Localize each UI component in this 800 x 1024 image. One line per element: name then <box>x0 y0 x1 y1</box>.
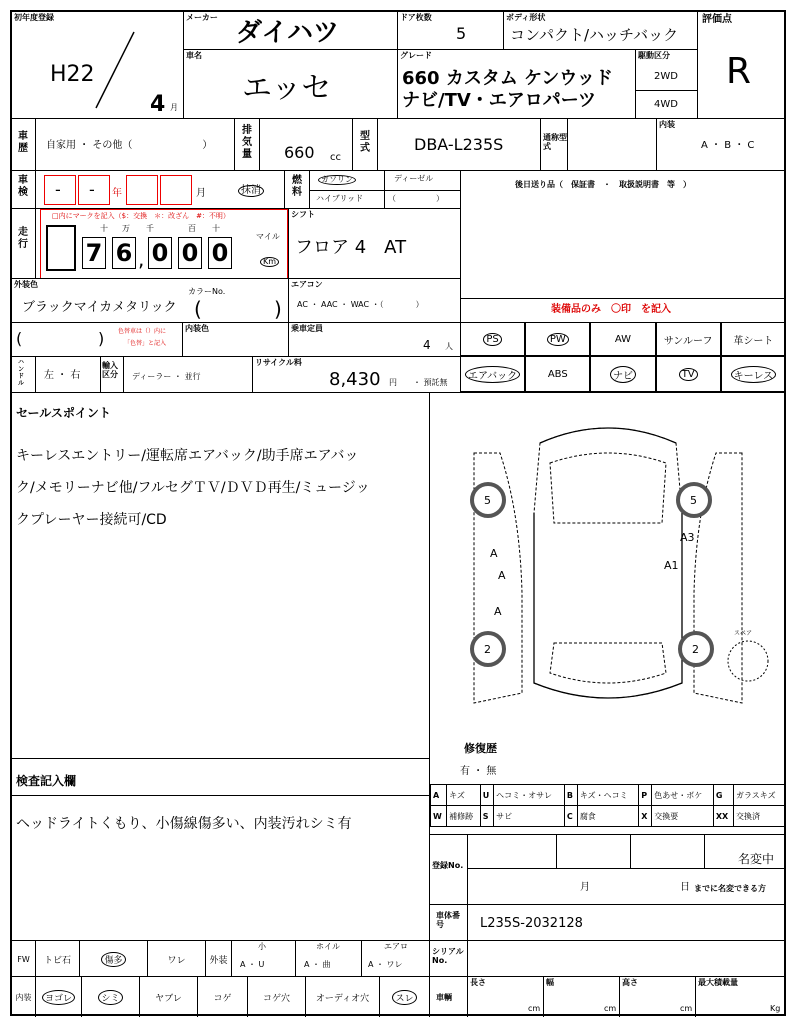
auction-sheet <box>10 10 786 1016</box>
diagram-mark-1: 5 <box>484 494 491 507</box>
mileage-digit-100k[interactable] <box>46 225 76 271</box>
doors-label: ドア枚数 <box>400 13 432 22</box>
mileage-row <box>12 208 460 278</box>
first-registration-label: 初年度登録 <box>14 13 54 22</box>
fw-crack: ワレ <box>148 941 206 977</box>
rating-label: 評価点 <box>702 14 732 25</box>
dimensions-section <box>430 976 786 1016</box>
repair-history-value: 有 ・ 無 <box>460 766 497 777</box>
color-change-note-2: 「色替」と記入 <box>124 340 167 347</box>
legend-cell: XX <box>713 806 733 827</box>
car-name-label: 車名 <box>186 51 202 60</box>
aero-value: A ・ ワレ <box>368 960 403 969</box>
fuel-diesel: ディーゼル <box>394 174 434 183</box>
inspector-label: 検査記入欄 <box>16 774 77 788</box>
handle-value: 左 ・ 右 <box>44 370 81 381</box>
drive-4wd: 4WD <box>654 99 678 110</box>
recycle-unit: 円 <box>389 378 397 387</box>
rating-cell <box>698 12 786 118</box>
inspection-year-unit: 年 <box>112 188 122 199</box>
mileage-digit[interactable]: 0 <box>178 237 202 269</box>
mileage-note: □内にマークを記入（$：交換 ＊：改ざん #：不明） <box>52 212 230 220</box>
grade-label: グレード <box>400 51 432 60</box>
recycle-label: リサイクル料 <box>255 358 302 367</box>
diagram-mark-2: 5 <box>690 494 697 507</box>
interior-item: ヨゴレ <box>36 977 82 1017</box>
fw-label: FW <box>12 941 36 977</box>
diagram-mark-3: A <box>490 547 498 560</box>
diagram-mark-4: A <box>498 569 506 582</box>
mileage-unit-label: 千 <box>146 224 154 233</box>
color-code-label: カラーNo. <box>188 287 226 296</box>
registration-day-unit: 日 <box>680 882 690 893</box>
shift-value: フロア 4 AT <box>295 237 407 258</box>
inspection-month-box-1[interactable] <box>126 175 158 205</box>
mileage-unit-label: 万 <box>122 224 130 233</box>
registration-year: H22 <box>50 62 95 87</box>
grade-line-2: ナビ/TV・エアロパーツ <box>402 90 597 111</box>
fuel-hybrid: ハイブリッド <box>316 194 364 203</box>
maker-value: ダイハツ <box>236 18 339 48</box>
damage-legend <box>430 784 786 827</box>
year-slash-line <box>92 30 138 110</box>
equipment-1-4: 革シート <box>721 322 786 356</box>
equipment-1-1: PW <box>525 322 590 356</box>
interior-color-label: 内装色 <box>185 324 209 333</box>
mileage-digit[interactable]: 6 <box>112 237 136 269</box>
drive-cell <box>636 50 698 118</box>
drive-label: 駆動区分 <box>638 51 670 60</box>
recycle-value: 8,430 <box>329 369 381 390</box>
mileage-digit[interactable]: 0 <box>208 237 232 269</box>
inspection-year-box-2[interactable]: - <box>78 175 110 205</box>
legend-cell: P <box>639 785 652 806</box>
repair-history-label: 修復歴 <box>464 742 497 755</box>
legend-cell: キズ <box>447 785 481 806</box>
sales-point-line-3: クプレーヤー接続可/CD <box>16 512 167 528</box>
car-name-value: エッセ <box>242 71 332 106</box>
inspection-label: 車検 <box>18 175 28 198</box>
mileage-digit[interactable]: 0 <box>148 237 172 269</box>
diagram-mark-8: 2 <box>484 643 491 656</box>
inspection-none: 抹消 <box>238 185 264 197</box>
inspection-year-box-1[interactable]: - <box>44 175 76 205</box>
equipment-2-3: TV <box>656 356 721 392</box>
inspection-month-box-2[interactable] <box>160 175 192 205</box>
grade-line-1: 660 カスタム ケンウッド <box>402 68 613 89</box>
car-name-cell <box>184 50 398 118</box>
interior-color-row: ( ) 色替車は（）内に 「色替」と記入 内装色 乗車定員 4 人 <box>12 322 460 356</box>
serial-section <box>430 940 786 976</box>
car-diagram-section <box>430 392 786 784</box>
wheel-label: ホイル <box>316 942 340 951</box>
first-registration-cell <box>12 12 184 118</box>
diagram-mark-9: 2 <box>692 643 699 656</box>
drive-2wd: 2WD <box>654 71 678 82</box>
wheel-value: A ・ 曲 <box>304 960 331 969</box>
sales-point-line-1: キーレスエントリー/運転席エアバック/助手席エアバッ <box>16 448 359 464</box>
history-value: 自家用 ・ その他（ ） <box>46 140 213 151</box>
mileage-separator: , <box>138 247 145 271</box>
legend-cell: 腐食 <box>577 806 638 827</box>
weight-label: 最大積載量 <box>698 978 738 987</box>
windshield-row <box>12 940 430 976</box>
diagram-mark-7: A <box>494 605 502 618</box>
equipment-label: 装備品のみ 〇印 を記入 <box>551 304 671 315</box>
sales-point-section <box>12 392 430 758</box>
vin-label: 車体番号 <box>436 911 460 929</box>
import-value: ディーラー ・ 並行 <box>132 372 201 381</box>
maker-label: メーカー <box>186 13 218 22</box>
small-value: A ・ U <box>240 960 265 969</box>
registration-section <box>430 834 786 904</box>
shift-label: シフト <box>291 210 315 219</box>
handle-row <box>12 356 460 392</box>
small-label: 小 <box>258 942 266 951</box>
name-change-label: 名変中 <box>738 852 775 866</box>
model-value: DBA-L235S <box>414 135 504 154</box>
legend-cell: W <box>431 806 447 827</box>
sales-point-line-2: ク/メモリーナビ他/フルセグＴＶ/ＤＶＤ再生/ミュージッ <box>16 480 370 496</box>
doors-value: 5 <box>456 24 467 43</box>
spare-label: スペア <box>734 630 753 637</box>
mileage-unit-label: 十 <box>100 224 108 233</box>
displacement-value: 660 <box>284 143 315 162</box>
history-label: 車歴 <box>18 131 28 154</box>
equipment-1-2: AW <box>590 322 655 356</box>
rating-value: R <box>726 51 752 92</box>
width-label: 幅 <box>546 978 554 987</box>
legend-cell: S <box>480 806 493 827</box>
length-label: 長さ <box>470 978 486 987</box>
legend-cell: サビ <box>494 806 565 827</box>
recycle-note: ・ 預託無 <box>413 378 448 387</box>
inspector-text: ヘッドライトくもり、小傷線傷多い、内装汚れシミ有 <box>16 816 352 832</box>
doors-cell <box>398 12 504 50</box>
fuel-options <box>310 171 460 209</box>
equipment-1-3: サンルーフ <box>656 322 721 356</box>
aircon-value: AC ・ AAC ・ WAC ・（ ） <box>297 300 424 309</box>
fw-chip: トビ石 <box>36 941 80 977</box>
equipment-header <box>460 298 786 322</box>
handle-label: ハンドル <box>18 359 25 387</box>
color-value: ブラックマイカメタリック <box>22 300 177 315</box>
legend-cell: 交換要 <box>652 806 714 827</box>
mile-label: マイル <box>256 232 280 241</box>
legend-cell: A <box>431 785 447 806</box>
equipment-row-1 <box>460 322 786 356</box>
fuel-other: （ ） <box>388 194 444 203</box>
fuel-gasoline: ガソリン <box>318 175 356 185</box>
spare-tire <box>728 641 768 681</box>
capacity-label: 乗車定員 <box>291 324 323 333</box>
mileage-unit-label: 十 <box>212 224 220 233</box>
equipment-2-4: キーレス <box>721 356 786 392</box>
displacement-unit: cc <box>330 152 341 163</box>
interior-item: シミ <box>82 977 140 1017</box>
serial-label: シリアルNo. <box>432 947 464 965</box>
displacement-label: 排気量 <box>242 125 252 160</box>
color-row: 外装色 ブラックマイカメタリック カラーNo. ( ) エアコン AC ・ AAC ・ WAC ・（ ） <box>12 278 460 322</box>
model-label: 型式 <box>360 131 370 154</box>
body-type-cell <box>504 12 698 50</box>
mileage-label: 走行 <box>18 227 28 250</box>
exterior-label: 外装 <box>206 941 232 977</box>
equipment-2-2: ナビ <box>590 356 655 392</box>
width-unit: cm <box>604 1004 617 1013</box>
equipment-1-0: PS <box>460 322 525 356</box>
body-type-value: コンパクト/ハッチバック <box>510 26 679 44</box>
legend-cell: ヘコミ・オサレ <box>494 785 565 806</box>
equipment-2-1: ABS <box>525 356 590 392</box>
legend-cell: U <box>480 785 493 806</box>
equipment-2-0: エアバック <box>460 356 525 392</box>
common-model-label: 通称型式 <box>543 133 567 151</box>
diagram-mark-6: A1 <box>664 559 679 572</box>
car-diagram <box>430 393 786 785</box>
legend-cell: キズ・ヘコミ <box>577 785 638 806</box>
legend-cell: X <box>639 806 652 827</box>
import-label: 輸入区分 <box>102 361 118 379</box>
inspection-row <box>12 170 786 208</box>
body-type-label: ボディ形状 <box>506 13 546 22</box>
legend-cell: 補修跡 <box>447 806 481 827</box>
legend-cell: B <box>564 785 577 806</box>
legend-cell: C <box>564 806 577 827</box>
documents-label: 後日送り品（ 保証書 ・ 取扱説明書 等 ） <box>515 180 691 189</box>
dimensions-label: 車輌 <box>436 993 452 1002</box>
interior-item: コゲ穴 <box>248 977 306 1017</box>
interior-value: A ・ B ・ C <box>701 140 755 151</box>
legend-cell: ガラスキズ <box>734 785 786 806</box>
legend-cell: G <box>713 785 733 806</box>
registration-month: 4 <box>150 92 166 117</box>
documents-area <box>460 208 786 298</box>
registration-month-unit: 月 <box>580 882 590 893</box>
aero-label: エアロ <box>384 942 408 951</box>
interior-label: 内装 <box>12 977 36 1017</box>
vin-value: L235S-2032128 <box>480 916 583 931</box>
maker-cell <box>184 12 398 50</box>
legend-cell: 交換済 <box>734 806 786 827</box>
interior-item: スレ <box>380 977 430 1017</box>
vin-section <box>430 904 786 940</box>
capacity-value: 4 <box>423 338 431 352</box>
equipment-row-2 <box>460 356 786 392</box>
color-label: 外装色 <box>14 280 38 289</box>
length-unit: cm <box>528 1004 541 1013</box>
fw-scratches: 傷多 <box>80 941 148 977</box>
aircon-label: エアコン <box>291 280 323 289</box>
mileage-digit[interactable]: 7 <box>82 237 106 269</box>
history-row <box>12 118 786 170</box>
legend-cell: 色あせ・ボケ <box>652 785 714 806</box>
registration-by-label: までに名変できる方 <box>694 884 766 893</box>
registration-label: 登録No. <box>432 861 464 870</box>
inspection-month-unit: 月 <box>196 188 206 199</box>
height-label: 高さ <box>622 978 638 987</box>
height-unit: cm <box>680 1004 693 1013</box>
grade-cell <box>398 50 636 118</box>
inspector-section <box>12 758 430 940</box>
weight-unit: Kg <box>770 1004 781 1013</box>
color-change-note-1: 色替車は（）内に <box>118 328 167 335</box>
interior-item: オーディオ穴 <box>306 977 380 1017</box>
mileage-unit-label: 百 <box>188 224 196 233</box>
km-label: Km <box>260 257 279 267</box>
interior-item: コゲ <box>198 977 248 1017</box>
diagram-mark-5: A3 <box>680 531 695 544</box>
sales-point-label: セールスポイント <box>16 406 111 420</box>
fuel-label: 燃料 <box>292 175 302 198</box>
interior-item: ヤブレ <box>140 977 198 1017</box>
month-unit: 月 <box>170 103 178 112</box>
capacity-unit: 人 <box>445 342 453 351</box>
interior-row <box>12 976 430 1016</box>
interior-label: 内装 <box>659 120 675 129</box>
